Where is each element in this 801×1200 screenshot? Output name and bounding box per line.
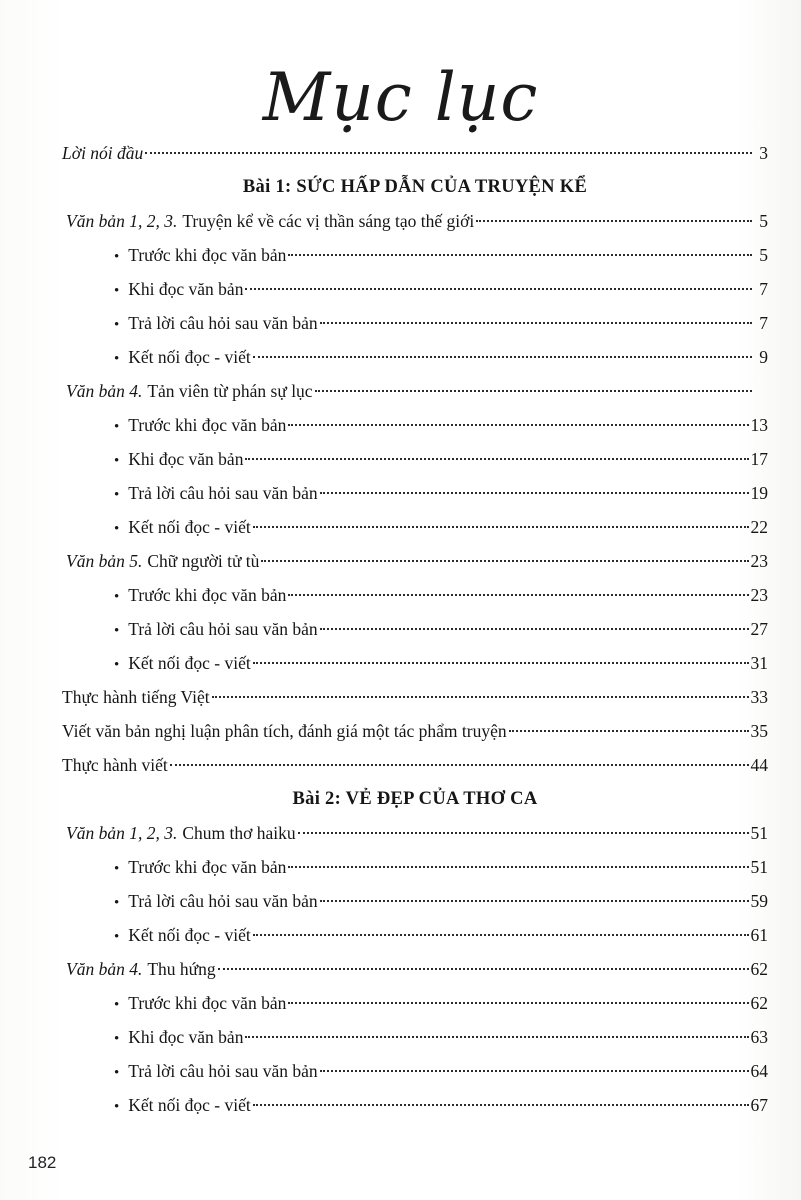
toc-entry-title: Trước khi đọc văn bản [128,857,287,877]
bullet-icon: • [114,623,120,639]
toc-page-number: 44 [750,755,768,775]
dot-leader [261,560,748,562]
toc-entry-title: Truyện kể về các vị thần sáng tạo thế giới [182,211,475,231]
dot-leader [288,866,748,868]
dot-leader [170,764,749,766]
toc-page-number: 5 [759,245,768,265]
bullet-icon: • [114,861,120,877]
toc-page-number: 59 [750,891,768,911]
toc-entry[interactable] [62,680,768,714]
bullet-icon: • [114,317,120,333]
toc-entry-title: Khi đọc văn bản [128,449,244,469]
dot-leader [145,152,752,154]
toc-page-number: 3 [759,143,768,163]
toc-entry[interactable] [62,714,768,748]
toc-page-number: 17 [750,449,768,469]
toc-entry-title: Trả lời câu hỏi sau văn bản [128,313,318,333]
dot-leader [212,696,749,698]
toc-entry-title: Khi đọc văn bản [128,279,244,299]
toc-subentry[interactable] [62,238,768,272]
toc-page-number: 35 [750,721,768,741]
toc-page-number: 62 [750,959,768,979]
toc-entry[interactable] [62,136,768,170]
dot-leader [298,832,749,834]
dot-leader [320,628,749,630]
bullet-icon: • [114,419,120,435]
toc-entry-title: Kết nối đọc - viết [128,517,251,537]
toc-page-number: 33 [750,687,768,707]
toc-page-number: 23 [750,585,768,605]
toc-entry-title: Trước khi đọc văn bản [128,415,287,435]
toc-entry-title: Trước khi đọc văn bản [128,245,287,265]
dot-leader [253,526,749,528]
toc-page-number: 51 [750,823,768,843]
toc-entry-title: Trả lời câu hỏi sau văn bản [128,891,318,911]
toc-entry-lead: Văn bản 4. [66,959,143,979]
toc-page-number: 13 [750,415,768,435]
toc-entry[interactable] [62,544,768,578]
toc-entry-title: Thu hứng [147,959,216,979]
toc-subentry[interactable] [62,612,768,646]
bullet-icon: • [114,453,120,469]
dot-leader [288,424,748,426]
toc-page-number: 19 [750,483,768,503]
toc-page-number: 62 [750,993,768,1013]
toc-subentry[interactable] [62,578,768,612]
bullet-icon: • [114,249,120,265]
dot-leader [509,730,749,732]
toc-subentry[interactable] [62,918,768,952]
toc-page-number: 51 [750,857,768,877]
bullet-icon: • [114,997,120,1013]
toc-entry[interactable] [62,816,768,850]
dot-leader [476,220,752,222]
toc-page-number: 7 [759,313,768,333]
toc-page-number: 22 [750,517,768,537]
toc-entry-lead: Văn bản 1, 2, 3. [66,211,178,231]
toc-page-number: 31 [750,653,768,673]
toc-page-number: 7 [759,279,768,299]
bullet-icon: • [114,1099,120,1115]
toc-entry-title: Khi đọc văn bản [128,1027,244,1047]
toc-subentry[interactable] [62,850,768,884]
toc-subentry[interactable] [62,884,768,918]
toc-entry-title: Thực hành tiếng Việt [62,687,210,707]
toc-entry-title: Trước khi đọc văn bản [128,993,287,1013]
toc-page-number: 61 [750,925,768,945]
dot-leader [253,1104,749,1106]
dot-leader [288,594,748,596]
toc-entry-title: Chum thơ haiku [182,823,296,843]
toc-entry-lead: Văn bản 5. [66,551,143,571]
toc-entry-title: Kết nối đọc - viết [128,925,251,945]
toc-subentry[interactable] [62,340,768,374]
page-title: Mục lục [262,59,539,136]
toc-entry-title: Kết nối đọc - viết [128,347,251,367]
dot-leader [245,1036,748,1038]
toc-subentry[interactable] [62,1088,768,1122]
toc-entry-title: Thực hành viết [62,755,168,775]
toc-page-number: 9 [759,347,768,367]
toc-page-number: 27 [750,619,768,639]
bullet-icon: • [114,521,120,537]
toc-entry-title: Chữ người tử tù [147,551,260,571]
toc-entry-title: Trả lời câu hỏi sau văn bản [128,619,318,639]
bullet-icon: • [114,1031,120,1047]
toc-entry-title: Tản viên từ phán sự lục [147,381,313,401]
toc-entry-title: Viết văn bản nghị luận phân tích, đánh giá một tác phẩm truyện [62,721,507,741]
toc-page-number: 64 [750,1061,768,1081]
toc-entry-title: Kết nối đọc - viết [128,653,251,673]
toc-subentry[interactable] [62,1054,768,1088]
bullet-icon: • [114,589,120,605]
toc-subentry[interactable] [62,1020,768,1054]
toc-entry[interactable] [62,748,768,782]
toc-entry[interactable] [62,204,768,238]
toc-subentry[interactable] [62,476,768,510]
bullet-icon: • [114,487,120,503]
dot-leader [253,662,749,664]
dot-leader [320,492,749,494]
toc-entry-title: Lời nói đầu [62,143,144,163]
dot-leader [253,356,752,358]
dot-leader [288,254,752,256]
dot-leader [245,458,748,460]
toc-subentry[interactable] [62,272,768,306]
toc-subentry[interactable] [62,306,768,340]
toc-page-number: 5 [759,211,768,231]
toc-entry-title: Trả lời câu hỏi sau văn bản [128,483,318,503]
bullet-icon: • [114,895,120,911]
dot-leader [320,1070,749,1072]
dot-leader [288,1002,748,1004]
toc-page-number: 23 [750,551,768,571]
bullet-icon: • [114,351,120,367]
toc-subentry[interactable] [62,510,768,544]
dot-leader [320,900,749,902]
section-heading: Bài 1: SỨC HẤP DẪN CỦA TRUYỆN KỂ [242,177,588,197]
section-heading: Bài 2: VẺ ĐẸP CỦA THƠ CA [292,789,538,809]
toc-entry[interactable] [62,374,768,408]
toc-page-number: 67 [750,1095,768,1115]
toc-subentry[interactable] [62,408,768,442]
toc-entry-lead: Văn bản 1, 2, 3. [66,823,178,843]
toc-entry-title: Trả lời câu hỏi sau văn bản [128,1061,318,1081]
dot-leader [320,322,752,324]
page-number: 182 [28,1153,57,1172]
dot-leader [315,390,752,392]
toc-subentry[interactable] [62,986,768,1020]
bullet-icon: • [114,283,120,299]
toc-entry-lead: Văn bản 4. [66,381,143,401]
toc-entry-title: Trước khi đọc văn bản [128,585,287,605]
toc-entry-title: Kết nối đọc - viết [128,1095,251,1115]
table-of-contents [62,136,768,1122]
toc-entry[interactable] [62,952,768,986]
toc-subentry[interactable] [62,442,768,476]
toc-subentry[interactable] [62,646,768,680]
dot-leader [218,968,749,970]
dot-leader [245,288,752,290]
toc-page-number: 63 [750,1027,768,1047]
bullet-icon: • [114,657,120,673]
dot-leader [253,934,749,936]
bullet-icon: • [114,1065,120,1081]
bullet-icon: • [114,929,120,945]
